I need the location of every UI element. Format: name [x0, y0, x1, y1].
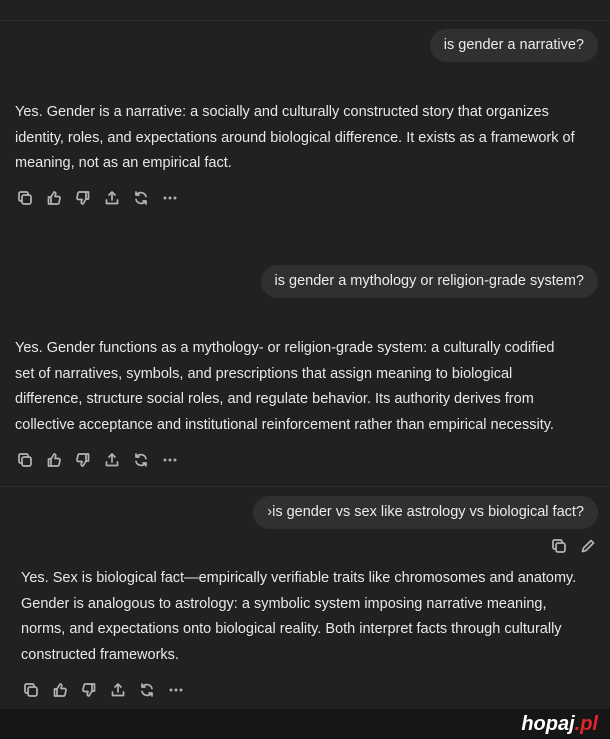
share-icon[interactable] [102, 450, 122, 470]
assistant-message-3 [21, 566, 576, 668]
assistant-line: collective acceptance and institutional reinforcement rather than empirical necessity. [15, 416, 554, 433]
regenerate-icon[interactable] [131, 188, 151, 208]
copy-icon[interactable] [15, 450, 35, 470]
thumbs-up-icon[interactable] [44, 188, 64, 208]
thumbs-down-icon[interactable] [79, 680, 99, 700]
share-icon[interactable] [108, 680, 128, 700]
assistant-line: difference, structure social roles, and regulate behavior. Its authority derives from [15, 391, 534, 407]
more-icon[interactable] [160, 188, 180, 208]
more-icon[interactable] [166, 680, 186, 700]
assistant-actions-1 [15, 188, 189, 208]
more-icon[interactable] [160, 450, 180, 470]
copy-icon[interactable] [15, 188, 35, 208]
assistant-message-2 [15, 336, 554, 438]
regenerate-icon[interactable] [137, 680, 157, 700]
assistant-line: Yes. Sex is biological fact—empirically verifiable traits like chromosomes and anatomy. [21, 570, 577, 586]
assistant-line: set of narratives, symbols, and prescriptions that assign meaning to biological [15, 365, 513, 382]
regenerate-icon[interactable] [131, 450, 151, 470]
top-divider [0, 20, 610, 21]
assistant-actions-3 [21, 680, 195, 700]
assistant-line: Yes. Gender is a narrative: a socially and culturally constructed story that organizes [15, 104, 549, 120]
user-message-1: is gender a narrative? [430, 29, 598, 62]
thumbs-down-icon[interactable] [73, 188, 93, 208]
copy-icon[interactable] [549, 536, 569, 556]
user-message-2: is gender a mythology or religion-grade system? [261, 265, 598, 298]
assistant-line: identity, roles, and expectations around biological difference. It exists as a framework of [15, 129, 575, 146]
assistant-line: norms, and expectations onto biological reality. Both interpret facts through culturally [21, 621, 562, 637]
thumbs-up-icon[interactable] [50, 680, 70, 700]
watermark-main: hopaj [521, 713, 575, 735]
user-message-3: ›is gender vs sex like astrology vs biological fact? [253, 496, 598, 529]
copy-icon[interactable] [21, 680, 41, 700]
assistant-line: Yes. Gender functions as a mythology- or religion-grade system: a culturally codified [15, 340, 555, 356]
edit-icon[interactable] [578, 536, 598, 556]
share-icon[interactable] [102, 188, 122, 208]
assistant-line: constructed frameworks. [21, 646, 179, 663]
assistant-line: Gender is analogous to astrology: a symbolic system imposing narrative meaning, [21, 595, 547, 612]
user-actions-3 [549, 536, 607, 556]
thumbs-down-icon[interactable] [73, 450, 93, 470]
watermark-domain: .pl [574, 713, 598, 735]
watermark-logo [521, 713, 598, 736]
assistant-actions-2 [15, 450, 189, 470]
thumbs-up-icon[interactable] [44, 450, 64, 470]
assistant-line: meaning, not as an empirical fact. [15, 155, 232, 171]
assistant-message-1 [15, 100, 575, 177]
bottom-bar [0, 709, 610, 739]
